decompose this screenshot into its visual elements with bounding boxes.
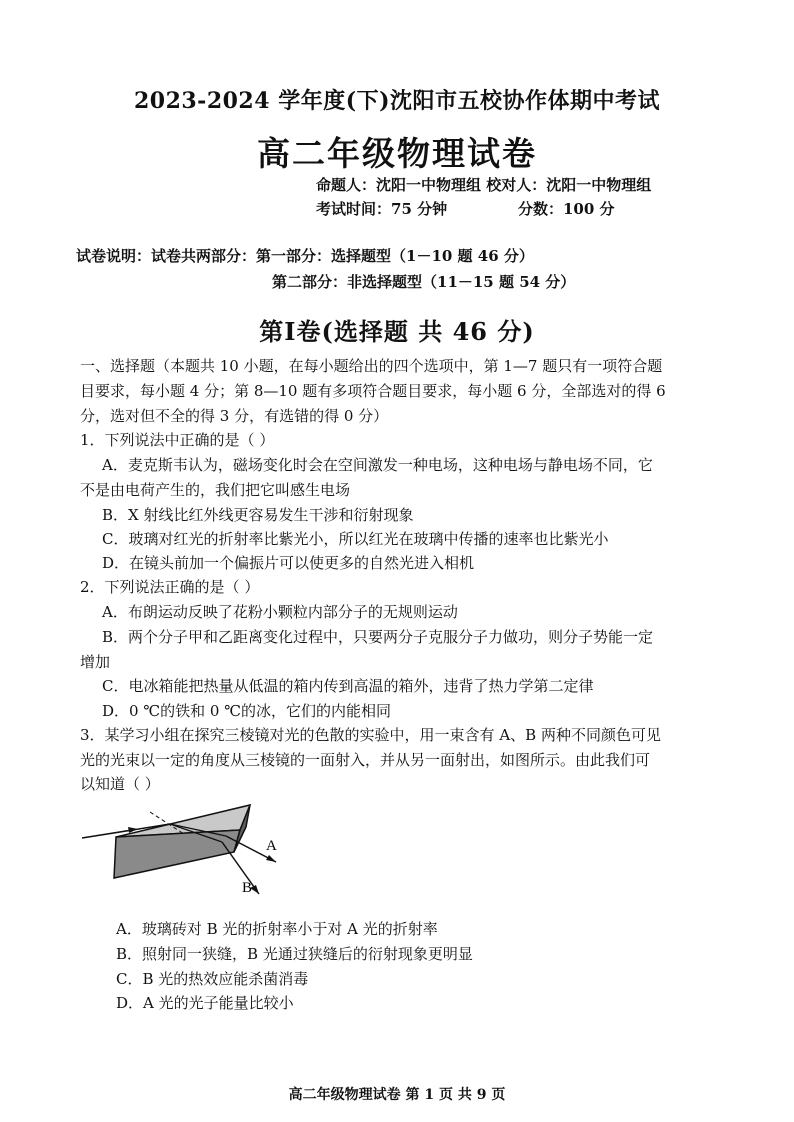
exam-time: 考试时间：75 分钟 <box>316 200 448 218</box>
section-title: 第Ⅰ卷(选择题 共 46 分) <box>259 317 535 346</box>
q1-option-b: B．X 射线比红外线更容易发生干涉和衍射现象 <box>102 506 414 524</box>
q3-option-c: C．B 光的热效应能杀菌消毒 <box>116 970 309 988</box>
q1-stem: 1．下列说法中正确的是（ ） <box>80 431 275 449</box>
q3-option-d: D．A 光的光子能量比较小 <box>116 994 294 1012</box>
part-intro-line2: 目要求，每小题 4 分；第 8—10 题有多项符合题目要求，每小题 6 分，全部选对的得 6 <box>80 382 666 400</box>
q2-option-b-cont: 增加 <box>80 653 111 671</box>
part-intro-line1: 一、选择题（本题共 10 小题，在每小题给出的四个选项中，第 1—7 题只有一项符合题 <box>80 357 663 375</box>
exam-title-line2: 高二年级物理试卷 <box>257 134 537 173</box>
prism-figure <box>76 800 316 905</box>
q1-option-c: C．玻璃对红光的折射率比紫光小，所以红光在玻璃中传播的速率也比紫光小 <box>102 530 609 548</box>
instructions-line1: 试卷说明：试卷共两部分：第一部分：选择题型（1－10 题 46 分） <box>76 247 534 265</box>
q2-option-a: A．布朗运动反映了花粉小颗粒内部分子的无规则运动 <box>102 603 458 621</box>
exam-authors: 命题人：沈阳一中物理组 校对人：沈阳一中物理组 <box>316 176 652 194</box>
exam-title-line1: 2023-2024 学年度(下)沈阳市五校协作体期中考试 <box>133 88 661 114</box>
figure-label-b: B <box>242 880 253 896</box>
q3-option-a: A．玻璃砖对 B 光的折射率小于对 A 光的折射率 <box>116 920 438 938</box>
q3-option-b: B．照射同一狭缝，B 光通过狭缝后的衍射现象更明显 <box>116 945 473 963</box>
q2-option-b: B．两个分子甲和乙距离变化过程中，只要两分子克服分子力做功，则分子势能一定 <box>102 628 654 646</box>
figure-label-a: A <box>266 838 277 854</box>
q3-stem-line3: 以知道（ ） <box>80 775 160 793</box>
q2-option-c: C．电冰箱能把热量从低温的箱内传到高温的箱外，违背了热力学第二定律 <box>102 677 594 695</box>
q3-stem-line2: 光的光束以一定的角度从三棱镜的一面射入，并从另一面射出，如图所示。由此我们可 <box>80 751 651 769</box>
q1-option-a: A．麦克斯韦认为，磁场变化时会在空间激发一种电场，这种电场与静电场不同，它 <box>102 456 653 474</box>
q1-option-d: D．在镜头前加一个偏振片可以使更多的自然光进入相机 <box>102 554 475 572</box>
q2-option-d: D．0 ℃的铁和 0 ℃的冰，它们的内能相同 <box>102 702 391 720</box>
part-intro-line3: 分，选对但不全的得 3 分，有选错的得 0 分） <box>80 407 389 425</box>
page-footer: 高二年级物理试卷 第 1 页 共 9 页 <box>288 1087 506 1103</box>
prism-front-face <box>114 830 240 878</box>
exam-score: 分数：100 分 <box>518 200 615 218</box>
q1-option-a-cont: 不是由电荷产生的，我们把它叫感生电场 <box>80 481 351 499</box>
instructions-line2: 第二部分：非选择题型（11－15 题 54 分） <box>272 273 576 291</box>
q2-stem: 2．下列说法正确的是（ ） <box>80 578 260 596</box>
q3-stem-line1: 3．某学习小组在探究三棱镜对光的色散的实验中，用一束含有 A、B 两种不同颜色可见 <box>80 726 661 744</box>
ray-a-arrow-head <box>266 855 276 862</box>
